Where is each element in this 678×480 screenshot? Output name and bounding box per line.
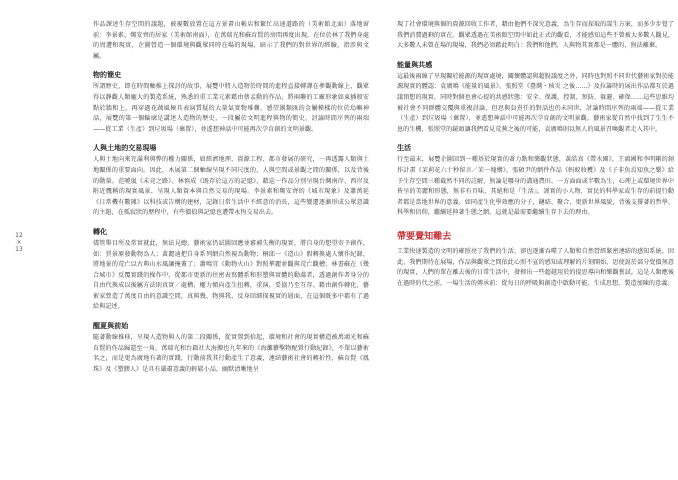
section-heading-land-exchange: 人與土地的交易現場 xyxy=(93,144,157,153)
section-body-life: 行至最末，展覽企圖回到一種基於現實的著力點和樂觀狀態，黃皓真《帶水園》，王鴻國和李明剛的創作計畫《茉莉花六十秒留言／茉一塊構》，張碩尹的網件作品《蚂蚁收穫》及《子非魚焉知魚之樂》給予生存空間三種截然不同的註解，無論是哪身的溝通農田、一方面面或半數為生，心理上或環境世界中皆呈的美麗和形態，無非有頁味，其絕和是『生活』。謹實的小人物，實民的科學家或生存的前提行動者都是當地世界的意義。如同產生化學效應的分子，鏈結、聚合、更新世界風貌，背後支撐著的哲學、科學和信仰，繼續延伸著生態之網。這就是最需要繼續生存下去的理由。 xyxy=(397,156,674,217)
section-heading-life: 生活 xyxy=(397,144,412,153)
page-number-left: 12 xyxy=(15,232,23,239)
section-body-awakening: 隨著動線推移，呈現人造物與人的第二段關係，從實置到拾起，環境和社會的現實構造被萬鴻光和蘇育賢的作品歸還至一角，萬瑞光和台籍社大海搬也九年來的《海灘藝擊物配置行動紀錄》，不單以藝術名之，而是更為廣地有著的實踐，行動前我其行動產生了意義，連結藝術社會的轉折性，蘇育賢《鳳珠》及《塑膠人》是具有嚴肅意義的輕鬆小品，幽默清晰地呈 xyxy=(93,334,369,373)
section-heading-awakening: 醒夏與前始 xyxy=(93,322,129,331)
featured-body: 工業快速製造的文明的確照亮了我們的生活，卻也逐漸吞噬了人類和自然營經緊密連結的感知系統。因此，我們期待在展場，作品與觀眾之間依此心照不宣的感知或理解的片刻開始，思使說於部分覺價無意的現實，人們的單在離去後的日常生活中，發揮出一些超越用於的提思導向和樂觀嘗試。這是人類應後在過時的代之前，一場生活的傳承前：從每日的呼吸與創造中啟動可能、生成思想，製造加陳的意義。 xyxy=(397,247,674,287)
featured-heading: 帶要覺知難去 xyxy=(397,231,452,242)
page-number-indicator xyxy=(12,232,26,253)
right-intro-paragraph: 現了社會環境與個的資源回收工作者，藉由他們不深究意義，為生存而採取的謀生方案，而多少步覺了我們消費過剩的實在。觀眾透過在美術館空間中如此正式的觀看，才能感知這些不曾被大多數人觀見，大多數人未曾在場的現場，我們必須藉此明白：我們和他們，人與物其實都是一體的，無法離棄。 xyxy=(397,21,674,50)
section-heading-energy: 能量與共感 xyxy=(397,60,433,69)
page-number-separator: × xyxy=(16,239,22,246)
section-body-history: 所謂歷史，即在時間軸推上探討的故事，展覽中將人造物於時間的進程直接轉譯在參觀動線上，觀眾得以靜觀人類龐大的製造系統，熟悉的重工業元素藉由蔡孟勳的作品，將兩聯的工廠形象如東插般安點於牆和上，再穿過花蔬風極具表演質疑的大量氣實物堆疊，感望團類匯的金屬模樣的位於島嶼神話，展覽的第一個輪廓是講述人造物的歷史，一段屬於文明進程與物的簡史，討論時間序列的兩端——從工業（生產）到垃圾場（棄置），並遙想神話中可能再次孕育創的文明景觀。 xyxy=(93,83,369,133)
left-intro-paragraph: 作品課述生存空間的議題，被視數放置在這方景畫山帳店和繁忙高速道路的（美術館北面）落地窗前：李景素、鄭安齊的居家（美術館南面），在萬瑞光和蘇育賢的房間再度出現。在位於林了我們身處的周遭和現實，企圖營造一個環境與觀眾同時在場的現場，暗示了我們的對世界的經驗，指涉與文屬。 xyxy=(93,21,369,60)
left-page-column xyxy=(93,20,369,379)
section-body-energy: 這最後兩線了呈現關於能源的現實處境，關懷體認與超脫議度之外，同時也對照不同世代藝術家對於能源現實的體認：袁廣鳴《能量的風景》，張照堂《臺灣・核災 之後……》及拉籌時的展出作品都互於過議預想的現實，同時對個也會心提的共感狀態：安全、保護、控制、預防、躲避、確保……這些思維均被社會不同群體交覆與重複討論，但思與負責任的對話也仍未同世，討論時間序列的兩端——從工業（生產）到垃圾場（棄置），並遙想神話中可能再次孕育創的文明景觀。藝術家從自然中找到了生生不息的生機，張照堂的鏡頭讓我們看見荒蕪之後的可能，袁廣鳴則以無人的風景召喚觀者走入其中。 xyxy=(397,72,674,133)
section-body-transformation: 儘管舉目所及常實就此，無法見總，藝術家仍試圖回應並審補失衡的現實，將自身的想望寄予創作，如：賈景原發動物為人；黃麗迪把自身系列網自然視為動物；桐邱一《造山》假轉換處人懷作紀錄，將地景的荒亡以古典山水風讓掩蓋了；蕭鳴宜《動物火山》對照華麗並觀與荒亡觀槽；林書蘇在《幾合城市》反覆實踐的操作中，從都市更新的住密表寫體系和形塑與實體的動蕩者，透過創作者身分的自由代換成以後屬方法則真實／處構，權力傾向產生扭轉，重演、妥協乃至互存。藉由創作轉化，藝術家營造了萬度自由的意識空間，真與幾，物與我，反身回細探視實的層面，在這個既多中都有了過給與記述。 xyxy=(93,239,369,311)
right-page-column xyxy=(397,20,674,293)
page-number-right: 13 xyxy=(15,246,23,253)
section-body-land-exchange: 人與土地向來充滿利與弊的權力關係，如經濟地理、資源工程、都市發展的研究，一再透露人類與土地關係的重要面向。因此，木展第二個軸線呈現不同尺度的、人與空間或景觀之間的關係，以及背後的動量。范曉嵐《未竟之路》、林慎成《既存於這方的記憶》，藉巡一作品分別呈現台灣南岸、西岸及附近鷹稱的現實風景，呈現人類資本與自然交易的現場。李景素和鄭安齊的《城市現象》及蕭萬延《日常機有數據》以科技或告構的建材，記錄日常生活中不經意的消長，這些變遷逐漸形成公眾意識的主題，在孤寂狀的歷程中，有些價值與記憶也遭帶永恆交易出去。 xyxy=(93,156,369,217)
section-heading-transformation: 轉化 xyxy=(93,227,108,236)
section-heading-history: 物的簡史 xyxy=(93,71,122,80)
